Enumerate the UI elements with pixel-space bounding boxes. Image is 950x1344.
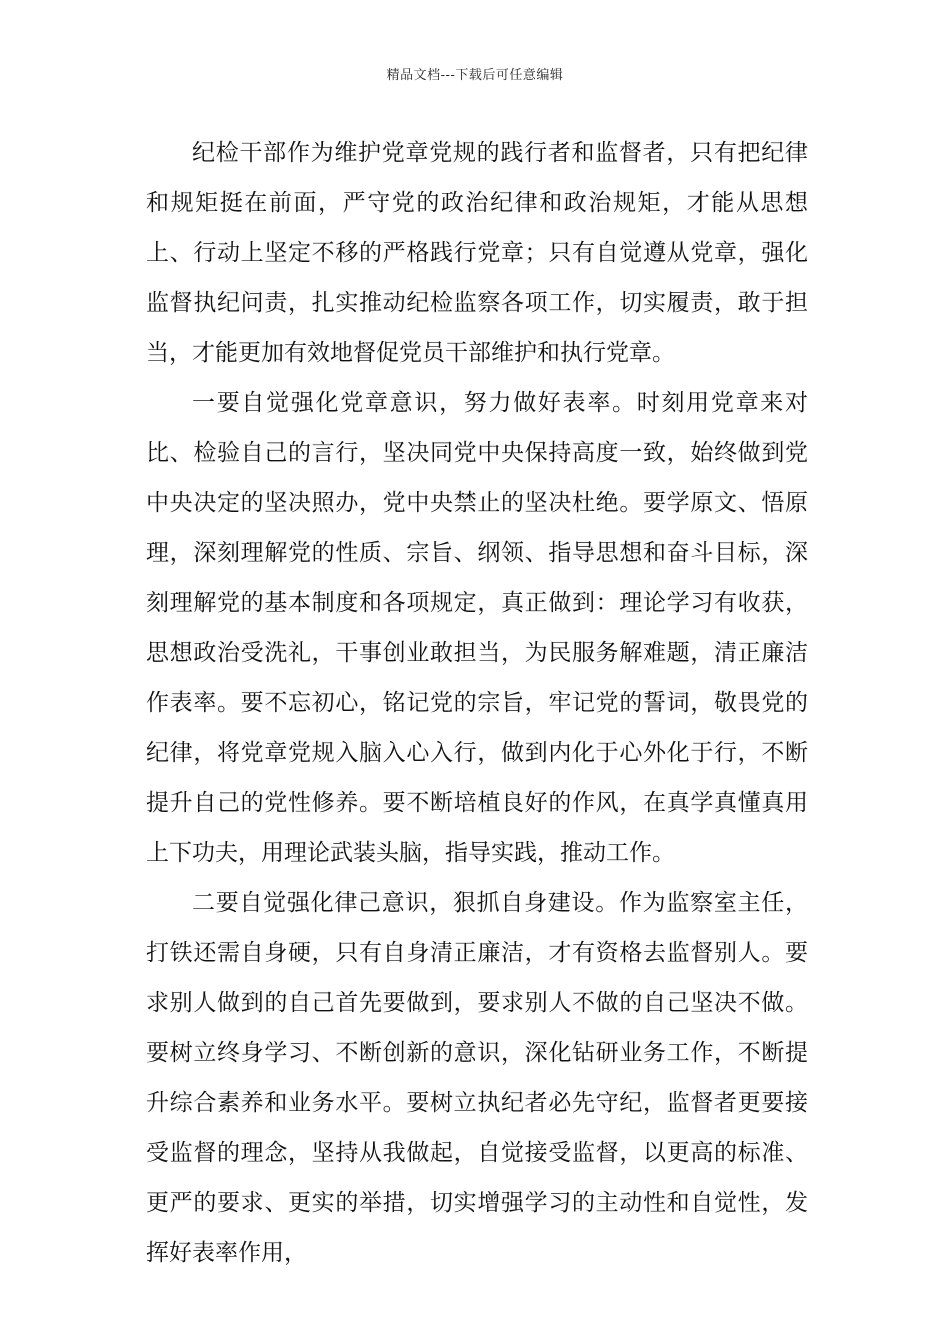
- page-header: 精品文档---下载后可任意编辑: [386, 68, 564, 83]
- paragraph-intro: 纪检干部作为维护党章党规的践行者和监督者，只有把纪律和规矩挺在前面，严守党的政治纪律和政治规矩，才能从思想上、行动上坚定不移的严格践行党章；只有自觉遵从党章，强化监督执纪问责，扎实推动纪检监察各项工作，切实履责，敢于担当，才能更加有效地督促党员干部维护和执行党章。: [146, 140, 808, 366]
- paragraph-first-point: 一要自觉强化党章意识，努力做好表率。时刻用党章来对比、检验自己的言行，坚决同党中央保持高度一致，始终做到党中央决定的坚决照办，党中央禁止的坚决杜绝。要学原文、悟原理，深刻理解党的性质、宗旨、纲领、指导思想和奋斗目标，深刻理解党的基本制度和各项规定，真正做到：理论学习有收获，思想政治受洗礼，干事创业敢担当，为民服务解难题，清正廉洁作表率。要不忘初心，铭记党的宗旨，牢记党的誓词，敬畏党的纪律，将党章党规入脑入心入行，做到内化于心外化于行，不断提升自己的党性修养。要不断培植良好的作风，在真学真懂真用上下功夫，用理论武装头脑，指导实践，推动工作。: [146, 390, 808, 866]
- paragraph-second-point: 二要自觉强化律己意识，狠抓自身建设。作为监察室主任，打铁还需自身硬，只有自身清正廉洁，才有资格去监督别人。要求别人做到的自己首先要做到，要求别人不做的自己坚决不做。要树立终身学习、不断创新的意识，深化钻研业务工作，不断提升综合素养和业务水平。要树立执纪者必先守纪，监督者更要接受监督的理念，坚持从我做起，自觉接受监督，以更高的标准、更严的要求、更实的举措，切实增强学习的主动性和自觉性，发挥好表率作用，: [146, 890, 808, 1266]
- document-body: [146, 128, 808, 1278]
